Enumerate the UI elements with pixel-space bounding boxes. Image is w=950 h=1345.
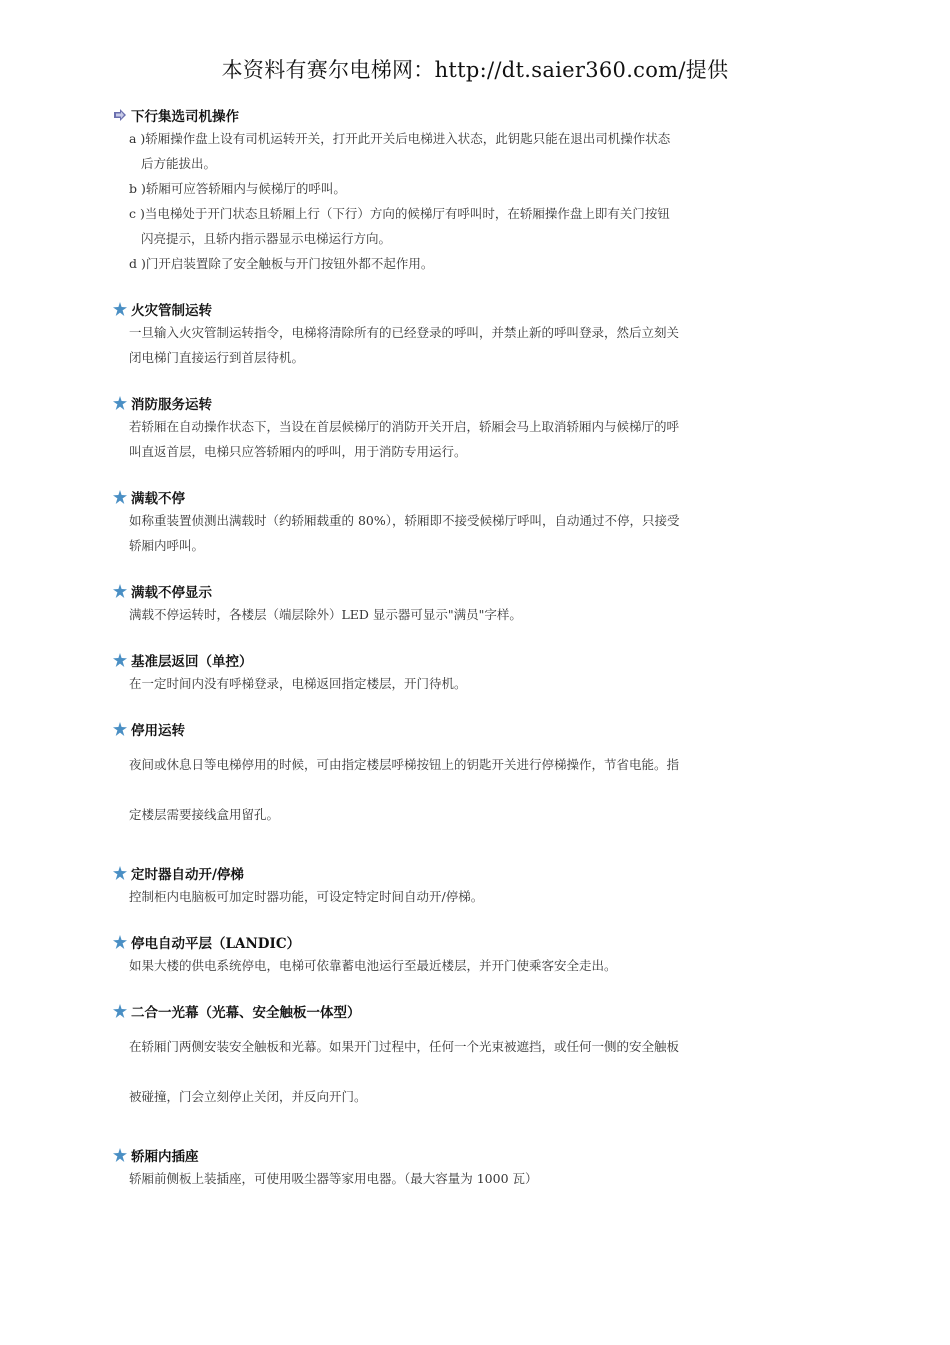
- star-bullet-icon: [113, 722, 127, 736]
- list-item: c )当电梯处于开门状态且轿厢上行（下行）方向的候梯厅有呼叫时，在轿厢操作盘上即有关门按钮 闪亮提示，且轿内指示器显示电梯运行方向。: [129, 206, 670, 246]
- star-bullet-icon: [113, 866, 127, 880]
- section-timer-start-stop: [113, 862, 773, 909]
- star-bullet-icon: [113, 302, 127, 316]
- section-car-outlet: [113, 1144, 773, 1191]
- star-bullet-icon: [113, 396, 127, 410]
- section-text: 在一定时间内没有呼梯登录，电梯返回指定楼层，开门待机。: [129, 676, 467, 691]
- section-title: 满载不停显示: [131, 585, 212, 601]
- star-bullet-icon: [113, 1004, 127, 1018]
- section-title: 满载不停: [131, 491, 185, 507]
- star-bullet-icon: [113, 653, 127, 667]
- section-text: 满载不停运转时，各楼层（端层除外）LED 显示器可显示"满员"字样。: [129, 607, 522, 622]
- star-bullet-icon: [113, 490, 127, 504]
- section-title: 下行集选司机操作: [131, 109, 239, 125]
- arrow-bullet-icon: [113, 108, 127, 122]
- list-item: d )门开启装置除了安全触板与开门按钮外都不起作用。: [129, 256, 434, 271]
- section-title: 停用运转: [131, 723, 185, 739]
- section-title: 轿厢内插座: [131, 1149, 199, 1165]
- section-power-failure-leveling: [113, 931, 773, 978]
- section-text: 控制柜内电脑板可加定时器功能，可设定特定时间自动开/停梯。: [129, 889, 484, 904]
- section-title: 定时器自动开/停梯: [131, 867, 244, 883]
- section-title: 基准层返回（单控）: [131, 654, 253, 670]
- document-body: [113, 104, 773, 1213]
- section-text: 轿厢前侧板上装插座，可使用吸尘器等家用电器。（最大容量为 1000 瓦）: [129, 1171, 538, 1186]
- section-full-load-display: [113, 580, 773, 627]
- star-bullet-icon: [113, 1148, 127, 1162]
- section-title: 消防服务运转: [131, 397, 212, 413]
- section-title: 二合一光幕（光幕、安全触板一体型）: [131, 1005, 361, 1021]
- section-out-of-service: [113, 718, 773, 840]
- section-title: 火灾管制运转: [131, 303, 212, 319]
- list-item: b )轿厢可应答轿厢内与候梯厅的呼叫。: [129, 181, 346, 196]
- section-text: 在轿厢门两侧安装安全触板和光幕。如果开门过程中，任何一个光束被遮挡，或任何一侧的安全触板 被碰撞，门会立刻停止关闭，并反向开门。: [129, 1039, 680, 1104]
- section-fire-control: [113, 298, 773, 370]
- section-text: 一旦输入火灾管制运转指令，电梯将清除所有的已经登录的呼叫，并禁止新的呼叫登录，然后立刻关 闭电梯门直接运行到首层待机。: [129, 325, 680, 365]
- section-downward-collective-attendant: [113, 104, 773, 276]
- section-home-floor-return: [113, 649, 773, 696]
- section-light-curtain: [113, 1000, 773, 1122]
- section-text: 如果大楼的供电系统停电，电梯可依靠蓄电池运行至最近楼层，并开门使乘客安全走出。: [129, 958, 617, 973]
- section-text: 夜间或休息日等电梯停用的时候，可由指定楼层呼梯按钮上的钥匙开关进行停梯操作，节省电能。指 定楼层需要接线盒用留孔。: [129, 757, 680, 822]
- star-bullet-icon: [113, 584, 127, 598]
- section-text: 如称重装置侦测出满载时（约轿厢载重的 80%），轿厢即不接受候梯厅呼叫，自动通过不停，只接受 轿厢内呼叫。: [129, 513, 680, 553]
- section-full-load-bypass: [113, 486, 773, 558]
- section-title: 停电自动平层（LANDIC）: [131, 936, 301, 952]
- page-header: 本资料有赛尔电梯网：http://dt.saier360.com/提供: [221, 58, 729, 82]
- list-item: a )轿厢操作盘上设有司机运转开关，打开此开关后电梯进入状态，此钥匙只能在退出司机操作状态 后方能拔出。: [129, 131, 671, 171]
- star-bullet-icon: [113, 935, 127, 949]
- section-text: 若轿厢在自动操作状态下，当设在首层候梯厅的消防开关开启，轿厢会马上取消轿厢内与候梯厅的呼 叫直返首层，电梯只应答轿厢内的呼叫，用于消防专用运行。: [129, 419, 680, 459]
- section-firefighter-service: [113, 392, 773, 464]
